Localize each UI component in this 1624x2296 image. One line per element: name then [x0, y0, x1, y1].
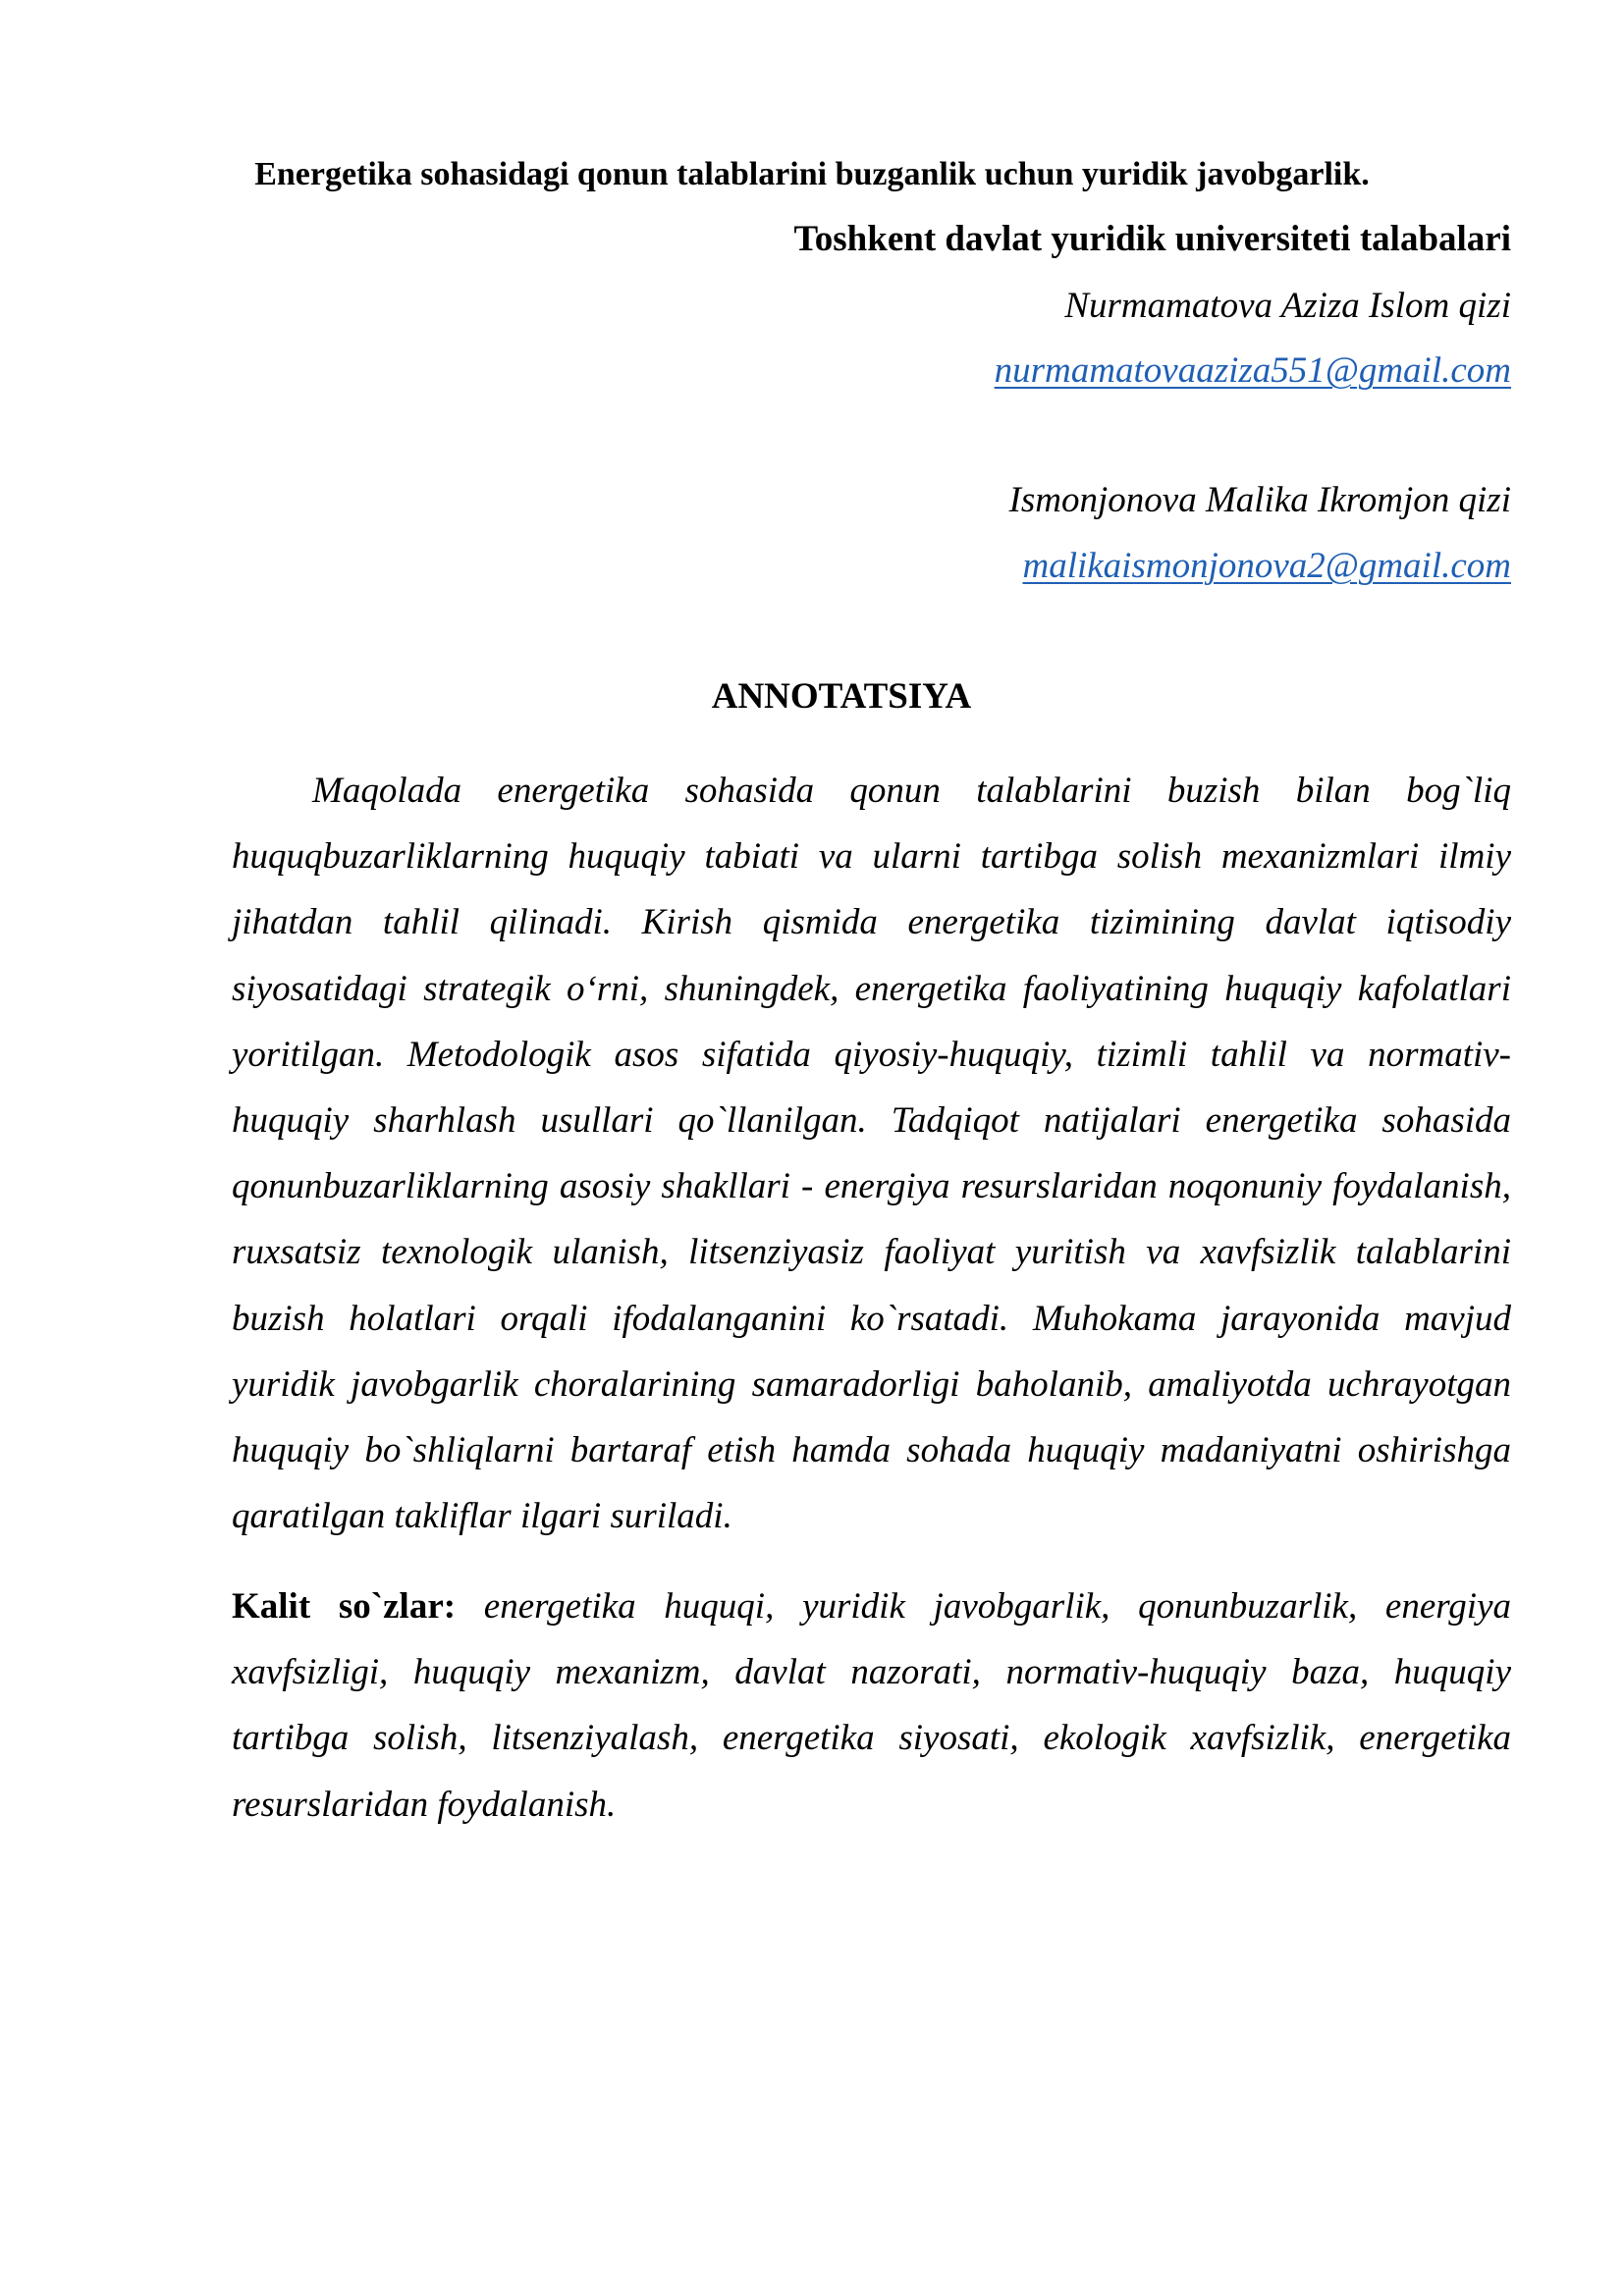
- abstract-paragraph: Maqolada energetika sohasida qonun talablarini buzish bilan bog`liq huquqbuzarliklarning huquqiy tabiati va ularni tartibga solish mexanizmlari ilmiy jihatdan tahlil qilinadi. Kirish qismida energetika tizimining davlat iqtisodiy siyosatidagi strategik o‘rni, shuningdek, energetika faoliyatining huquqiy kafolatlari yoritilgan. Metodologik asos sifatida qiyosiy-huquqiy, tizimli tahlil va normativ-huquqiy sharhlash usullari qo`llanilgan. Tadqiqot natijalari energetika sohasida qonunbuzarliklarning asosiy shakllari - energiya resurslaridan noqonuniy foydalanish, ruxsatsiz texnologik ulanish, litsenziyasiz faoliyat yuritish va xavfsizlik talablarini buzish holatlari orqali ifodalanganini ko`rsatadi. Muhokama jarayonida mavjud yuridik javobgarlik choralarining samaradorligi baholanib, amaliyotda uchrayotgan huquqiy bo`shliqlarni bartaraf etish hamda sohada huquqiy madaniyatni oshirishga qaratilgan takliflar ilgari suriladi.: [232, 771, 1511, 1537]
- paper-title: Energetika sohasidagi qonun talablarini buzganlik uchun yuridik javobgarlik.: [254, 156, 1370, 192]
- abstract-heading: ANNOTATSIYA: [711, 676, 972, 717]
- author-name-2: Ismonjonova Malika Ikromjon qizi: [1008, 480, 1511, 520]
- affiliation: Toshkent davlat yuridik universiteti talabalari: [793, 219, 1511, 259]
- author-email-link-1[interactable]: nurmamatovaaziza551@gmail.com: [994, 350, 1511, 391]
- keywords-paragraph: [232, 1574, 1511, 1838]
- author-email-link-2[interactable]: malikaismonjonova2@gmail.com: [1022, 546, 1511, 586]
- author-name-1: Nurmamatova Aziza Islom qizi: [1064, 286, 1511, 326]
- keywords-label: Kalit so`zlar:: [232, 1586, 457, 1627]
- keywords-list: energetika huquqi, yuridik javobgarlik, qonunbuzarlik, energiya xavfsizligi, huquqiy mexanizm, davlat nazorati, normativ-huquqiy baza, huquqiy tartibga solish, litsenziyalash, energetika siyosati, ekologik xavfsizlik, energetika resurslaridan foydalanish.: [232, 1586, 1512, 1825]
